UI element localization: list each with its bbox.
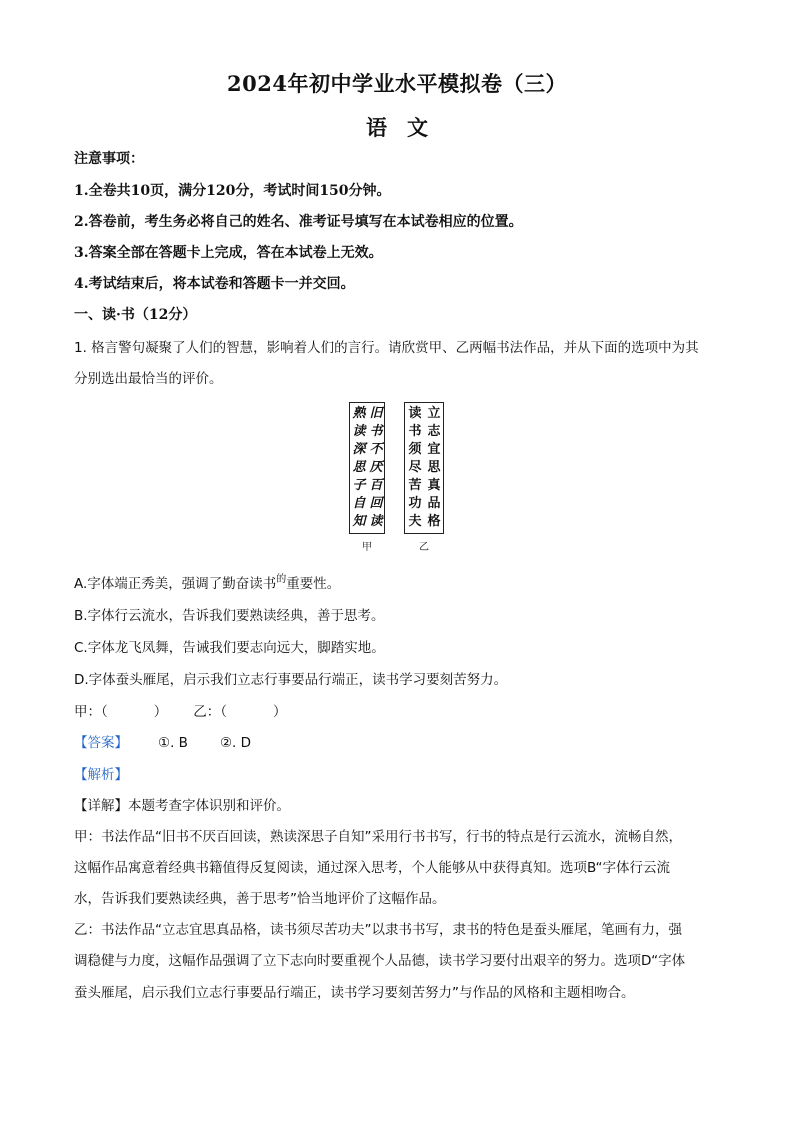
- analysis-label: 【解析】: [74, 767, 128, 783]
- calligraphy-yi: [404, 402, 444, 534]
- notice-item-1: 1.全卷共10页，满分120分，考试时间150分钟。: [74, 183, 391, 199]
- notice-item-3: 3.答案全部在答题卡上完成，答在本试卷上无效。: [74, 245, 383, 261]
- calligraphy-jia-caption: 甲: [362, 542, 372, 553]
- calligraphy-yi-right-column: 立 志 宜 思 真 品 格: [427, 406, 441, 529]
- analysis-paragraph-line: 调稳健与力度，这幅作品强调了立下志向时要重视个人品德，读书学习要付出艰辛的努力。选项D“字体: [74, 953, 686, 969]
- analysis-paragraph-line: 蚕头雁尾，启示我们立志行事要品行端正，读书学习要刻苦努力”与作品的风格和主题相吻合。: [74, 985, 635, 1001]
- option-a: A.字体端正秀美，强调了勤奋读书$^的$重要性。: [74, 574, 341, 592]
- question-1-line-2: 分别选出最恰当的评价。: [74, 371, 223, 387]
- notice-heading: 注意事项：: [74, 151, 144, 167]
- exam-title: 2024年初中学业水平模拟卷（三）: [227, 71, 567, 96]
- calligraphy-yi-caption: 乙: [419, 542, 429, 553]
- calligraphy-jia-left-column: 熟 读 深 思 子 自 知: [352, 406, 366, 529]
- detail-line: 【详解】本题考查字体识别和评价。: [74, 798, 290, 814]
- question-1-line-1: 1. 格言警句凝聚了人们的智慧，影响着人们的言行。请欣赏甲、乙两幅书法作品，并从下面的选项中为其: [74, 340, 699, 356]
- answer-line: [74, 732, 734, 754]
- option-b: B.字体行云流水，告诉我们要熟读经典，善于思考。: [74, 608, 385, 624]
- option-c: C.字体龙飞凤舞，告诫我们要志向远大，脚踏实地。: [74, 640, 385, 656]
- analysis-paragraph-line: 水，告诉我们要熟读经典，善于思考”恰当地评价了这幅作品。: [74, 891, 446, 907]
- analysis-paragraph-line: 乙：书法作品“立志宜思真品格，读书须尽苦功夫”以隶书书写，隶书的特色是蚕头雁尾，笔画有力，强: [74, 922, 682, 938]
- notice-item-2: 2.答卷前，考生务必将自己的姓名、准考证号填写在本试卷相应的位置。: [74, 214, 523, 230]
- answer-label: 【答案】: [74, 735, 128, 751]
- subject-title: 语文: [366, 115, 428, 140]
- option-d: D.字体蚕头雁尾，启示我们立志行事要品行端正，读书学习要刻苦努力。: [74, 672, 508, 688]
- analysis-paragraph-line: 这幅作品寓意着经典书籍值得反复阅读，通过深入思考，个人能够从中获得真知。选项B“字体行云流: [74, 860, 671, 876]
- answer-value-1: ①. B: [158, 735, 188, 751]
- answer-blanks: 甲：（ ） 乙：（ ）: [74, 704, 287, 720]
- calligraphy-yi-left-column: 读 书 须 尽 苦 功 夫: [408, 406, 422, 529]
- calligraphy-jia-right-column: 旧 书 不 厌 百 回 读: [369, 406, 383, 529]
- section-heading: 一、读·书（12分）: [74, 307, 197, 323]
- calligraphy-jia: [349, 402, 385, 534]
- answer-value-2: ②. D: [219, 735, 252, 751]
- notice-item-4: 4.考试结束后，将本试卷和答题卡一并交回。: [74, 276, 355, 292]
- analysis-paragraph-line: 甲：书法作品“旧书不厌百回读，熟读深思子自知”采用行书书写，行书的特点是行云流水，流畅自然，: [74, 829, 682, 845]
